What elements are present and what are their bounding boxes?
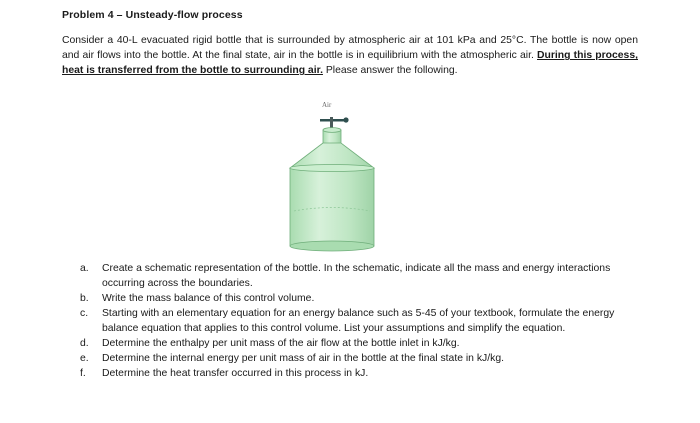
question-text: Create a schematic representation of the bottle. In the schematic, indicate all the mass and energy interactions occurring across the boundaries. xyxy=(102,263,611,289)
question-list xyxy=(80,261,640,381)
question-item xyxy=(80,306,640,336)
problem-title: Problem 4 – Unsteady-flow process xyxy=(62,9,243,21)
question-text: Determine the heat transfer occurred in this process in kJ. xyxy=(102,368,369,379)
question-text: Determine the enthalpy per unit mass of the air flow at the bottle inlet in kJ/kg. xyxy=(102,338,460,349)
bottle-base xyxy=(290,241,374,251)
neck-top xyxy=(323,128,341,133)
question-item xyxy=(80,261,640,291)
bottle-figure xyxy=(272,98,392,258)
valve-icon xyxy=(343,117,348,122)
question-text: Starting with an elementary equation for an energy balance such as 5-45 of your textbook, formulate the energy balance equation that applies to this control volume. List your assumptions and simplify the equation. xyxy=(102,308,615,334)
statement-emphasis: During this process, heat is transferred from the bottle to surrounding air. xyxy=(62,50,638,77)
question-marker: f. xyxy=(80,368,86,379)
question-item xyxy=(80,366,640,381)
statement-text: Consider a 40-L evacuated rigid bottle that is surrounded by atmospheric air at 101 kPa and 25°C. The bottle is now open and air flows into the bottle. At the final state, air in the bottle is in equilibrium with the atmospheric air. xyxy=(62,35,638,62)
question-text: Write the mass balance of this control volume. xyxy=(102,293,315,304)
statement-text-end: Please answer the following. xyxy=(322,65,458,77)
bottle-body xyxy=(290,168,374,246)
question-text: Determine the internal energy per unit mass of air in the bottle at the final state in kJ/kg. xyxy=(102,353,504,364)
body-rim xyxy=(290,165,374,172)
question-marker: b. xyxy=(80,293,89,304)
air-label: Air xyxy=(322,101,332,109)
question-marker: c. xyxy=(80,308,89,319)
question-item xyxy=(80,291,640,306)
question-item xyxy=(80,351,640,366)
question-marker: a. xyxy=(80,263,89,274)
question-marker: e. xyxy=(80,353,89,364)
question-marker: d. xyxy=(80,338,89,349)
question-item xyxy=(80,336,640,351)
problem-statement xyxy=(62,33,638,79)
